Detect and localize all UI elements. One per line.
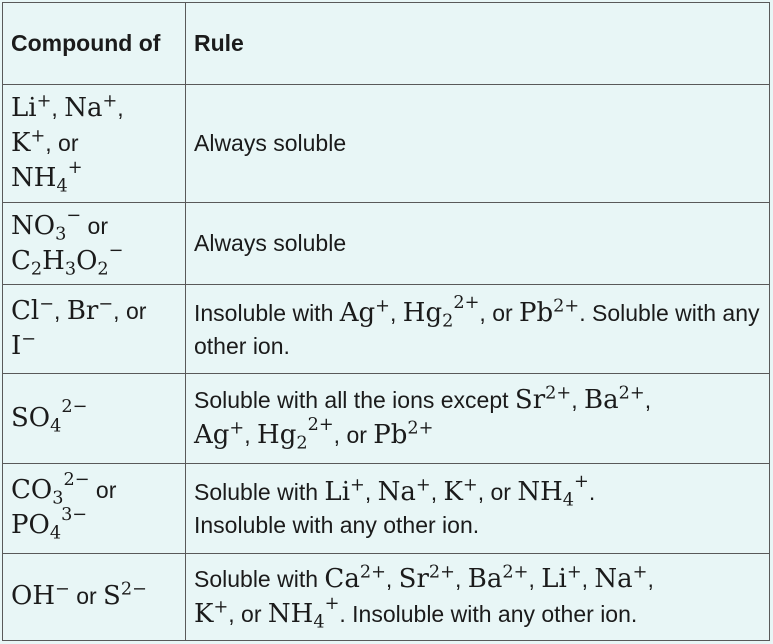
ion-nh4: $NH_4^+$ <box>267 593 340 633</box>
ion-ba: $Ba^{2+}$ <box>584 383 645 416</box>
rule-cell: Soluble with Li+, Na+, K+, or $NH_4^+$. Insoluble with any other ion. <box>186 463 770 553</box>
ion-na: Na+ <box>64 91 118 124</box>
table-row <box>3 463 770 553</box>
ion-br: Br− <box>66 294 114 326</box>
ion-ba: $Ba^{2+}$ <box>467 562 529 594</box>
ion-sr: $Sr^{2+}$ <box>398 562 455 594</box>
ion-pb: $Pb^{2+}$ <box>373 418 434 451</box>
ion-pb: $Pb^{2+}$ <box>519 296 580 328</box>
ion-po4: $PO_4^{3-}$ <box>11 505 88 544</box>
table-row <box>3 373 770 463</box>
rule-cell: Always soluble <box>186 203 770 285</box>
ion-k: K+ <box>11 126 46 159</box>
ion-oh: OH− <box>11 579 70 612</box>
solubility-rules-table <box>2 2 770 641</box>
compound-cell: Cl−, Br−, or I− <box>3 285 186 373</box>
ion-sr: $Sr^{2+}$ <box>514 383 572 416</box>
compound-cell <box>3 373 186 463</box>
ion-co3: $CO_3^{2-}$ <box>11 469 90 509</box>
rule-cell: Always soluble <box>186 85 770 203</box>
ion-ca: $Ca^{2+}$ <box>324 562 386 594</box>
ion-k: K+ <box>443 475 478 508</box>
ion-li: Li+ <box>11 91 52 124</box>
ion-nh4: $NH_4^+$ <box>517 471 589 511</box>
ion-k: K+ <box>194 597 229 629</box>
ion-hg2: $Hg_2^{2+}$ <box>257 414 334 454</box>
ion-nh4: $NH_4^+$ <box>11 158 83 197</box>
table-row <box>3 553 770 640</box>
ion-cl: Cl− <box>11 294 55 326</box>
rule-cell: Soluble with all the ions except $Sr^{2+}$, $Ba^{2+}$, Ag+, $Hg_2^{2+}$, or $Pb^{2+}$ <box>186 373 770 463</box>
ion-no3: $NO_3^-$ <box>11 205 82 245</box>
header-rule: Rule <box>186 3 770 85</box>
ion-na: Na+ <box>377 475 431 508</box>
table-row <box>3 203 770 285</box>
table-row <box>3 85 770 203</box>
compound-cell: OH− or $S^{2-}$ <box>3 553 186 640</box>
ion-hg2: $Hg_2^{2+}$ <box>402 292 480 332</box>
table-header-row <box>3 3 770 85</box>
compound-cell: $CO_3^{2-}$ or $PO_4^{3-}$ <box>3 463 186 553</box>
rule-cell: Insoluble with Ag+, $Hg_2^{2+}$, or $Pb^{2+}$. Soluble with any other ion. <box>186 285 770 373</box>
ion-so4: $SO_4^{2-}$ <box>11 397 88 436</box>
table-row <box>3 285 770 373</box>
ion-li: Li+ <box>324 475 365 508</box>
compound-cell: Li+, Na+, K+, or $NH_4^+$ <box>3 85 186 203</box>
compound-cell: $NO_3^-$ or $C_2H_3O_2^-$ <box>3 203 186 285</box>
ion-acetate: $C_2H_3O_2^-$ <box>11 240 124 280</box>
ion-i: I− <box>11 329 37 361</box>
ion-na: Na+ <box>594 562 648 594</box>
ion-ag: Ag+ <box>339 296 390 328</box>
ion-li: Li+ <box>541 562 582 594</box>
ion-ag: Ag+ <box>194 418 245 451</box>
rule-cell: Soluble with $Ca^{2+}$, $Sr^{2+}$, $Ba^{2+}$, Li+, Na+, K+, or $NH_4^+$. Insoluble with any other ion. <box>186 553 770 640</box>
header-compound: Compound of <box>3 3 186 85</box>
ion-s: $S^{2-}$ <box>103 579 147 612</box>
